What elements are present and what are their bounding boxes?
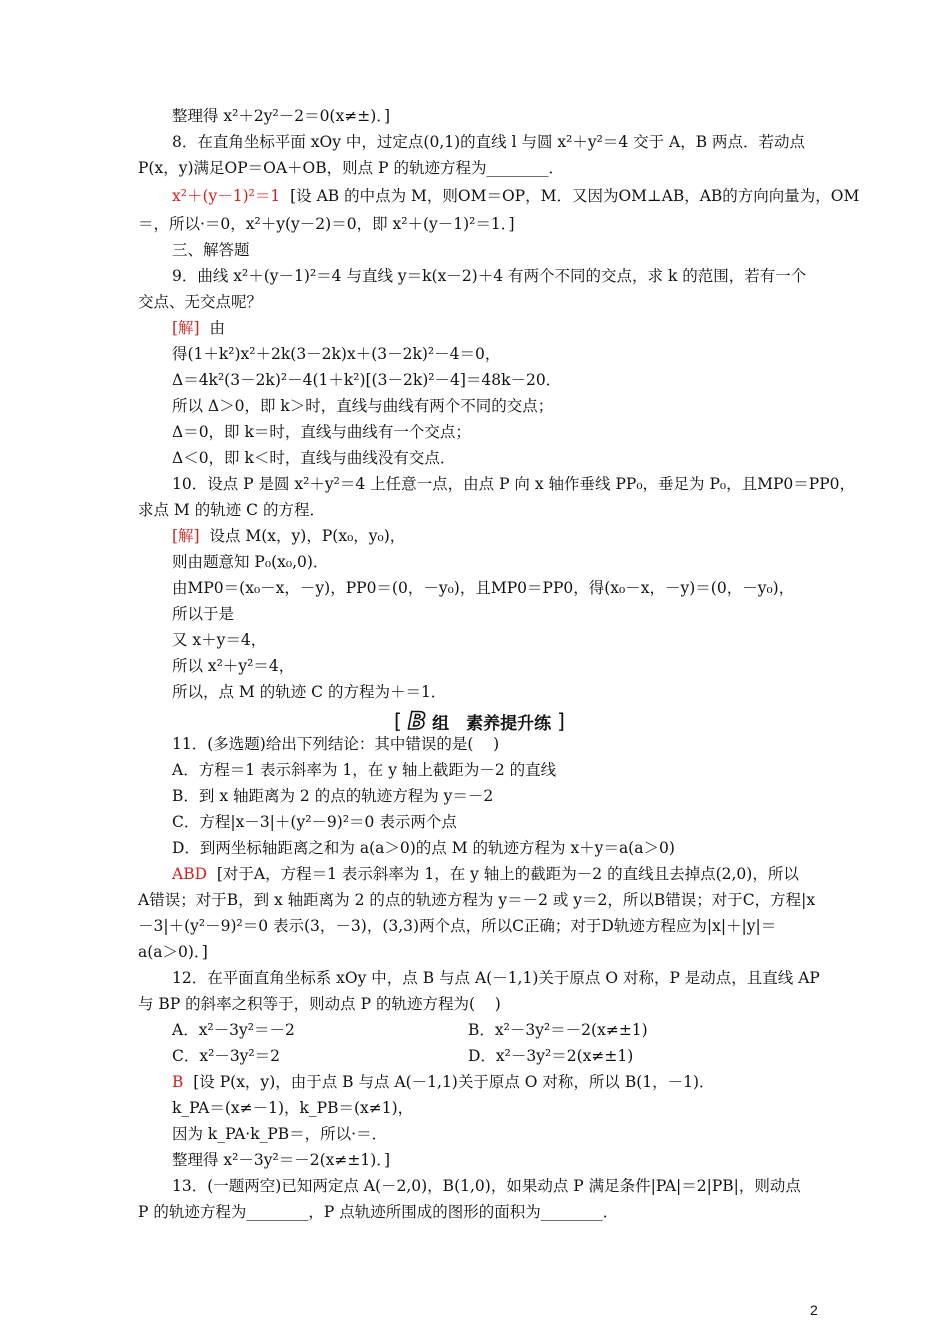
line-text: 8．在直角坐标平面 xOy 中，过定点(0,1)的直线 l 与圆 x²＋y²＝4 交于 A，B 两点．若动点: [172, 133, 806, 151]
line-text: A．x²－3y²＝－2: [172, 1021, 295, 1039]
line-text: a(a＞0)．]: [138, 943, 208, 961]
text-line: [172, 448, 455, 468]
text-line: [172, 1072, 715, 1092]
line-text: 则由题意知 P₀(x₀,0)．: [172, 553, 329, 571]
line-tail: [对于A，方程＝1 表示斜率为 1，在 y 轴上的截距为－2 的直线且去掉点(2,0)，所以: [207, 865, 799, 883]
text-line: [172, 318, 225, 338]
banner-title: 组 素养提升练: [432, 713, 552, 734]
text-line: [138, 916, 776, 936]
line-text: 所以 x²＋y²＝4，: [172, 657, 295, 675]
line-tail: [设 P(x，y)，由于点 B 与点 A(－1,1)关于原点 O 对称，所以 B(1，－1)．: [183, 1073, 715, 1091]
line-text: Δ＝4k²(3－2k)²－4(1＋k²)[(3－2k)²－4]＝48k－20．: [172, 371, 562, 389]
text-line: [172, 526, 405, 546]
text-line: [172, 734, 499, 754]
line-text: A．方程＝1 表示斜率为 1，在 y 轴上截距为－2 的直线: [172, 761, 557, 779]
line-text: 得(1＋k²)x²＋2k(3－2k)x＋(3－2k)²－4＝0，: [172, 345, 501, 363]
line-text: k_PA＝(x≠－1)，k_PB＝(x≠1)，: [172, 1099, 414, 1117]
line-text: 12．在平面直角坐标系 xOy 中，点 B 与点 A(－1,1)关于原点 O 对称，P 是动点，且直线 AP: [172, 969, 820, 987]
banner-open-bracket: [: [394, 709, 402, 733]
text-line: [172, 132, 805, 152]
text-line: [172, 578, 794, 598]
text-line: [138, 1202, 618, 1222]
text-line: [138, 994, 501, 1014]
answer-text: B: [172, 1073, 184, 1091]
text-line: [468, 1020, 648, 1040]
text-line: [172, 1020, 295, 1040]
line-text: 交点、无交点呢？: [138, 293, 263, 311]
text-line: [138, 942, 208, 962]
line-text: P 的轨迹方程为________，P 点轨迹所围成的图形的面积为________．: [138, 1203, 619, 1221]
text-line: [172, 812, 457, 832]
line-text: D．x²－3y²＝2(x≠±1): [468, 1047, 634, 1065]
text-line: [172, 186, 859, 206]
text-line: [138, 890, 815, 910]
line-text: 9．曲线 x²＋(y－1)²＝4 与直线 y＝k(x－2)＋4 有两个不同的交点，求 k 的范围，若有一个: [172, 267, 807, 285]
line-text: 整理得 x²－3y²＝－2(x≠±1)．]: [172, 1151, 391, 1169]
line-text: Δ＝0，即 k＝时，直线与曲线有一个交点；: [172, 423, 471, 441]
text-line: [172, 838, 675, 858]
text-line: [138, 500, 325, 520]
text-line: [172, 106, 390, 126]
text-line: [172, 370, 561, 390]
line-text: 11．(多选题)给出下列结论：其中错误的是( ): [172, 735, 500, 753]
line-text: B．x²－3y²＝－2(x≠±1): [468, 1021, 648, 1039]
line-text: 求点 M 的轨迹 C 的方程．: [138, 501, 325, 519]
text-line: [172, 240, 250, 260]
text-line: [172, 1150, 390, 1170]
answer-text: [解]: [172, 527, 200, 545]
page-number: 2: [810, 1302, 818, 1318]
line-text: 所以 Δ＞0，即 k＞时，直线与曲线有两个不同的交点；: [172, 397, 554, 415]
text-line: [172, 552, 328, 572]
text-line: [138, 214, 515, 234]
text-line: [172, 760, 556, 780]
text-line: [172, 422, 471, 442]
line-text: 又 x＋y＝4，: [172, 631, 267, 649]
answer-text: ABD: [172, 865, 208, 883]
text-line: [172, 1046, 280, 1066]
line-text: 与 BP 的斜率之积等于，则动点 P 的轨迹方程为( ): [138, 995, 501, 1013]
text-line: [172, 1176, 801, 1196]
line-text: B．到 x 轴距离为 2 的点的轨迹方程为 y＝－2: [172, 787, 494, 805]
banner-letter: B: [407, 707, 427, 735]
text-line: [172, 682, 446, 702]
line-text: 由MP0＝(x₀－x，－y)，PP0＝(0，－y₀)，且MP0＝PP0，得(x₀－x，－y)＝(0，－y₀)，: [172, 579, 795, 597]
line-text: Δ＜0，即 k＜时，直线与曲线没有交点．: [172, 449, 456, 467]
line-text: 整理得 x²＋2y²－2＝0(x≠±)．]: [172, 107, 391, 125]
text-line: [172, 396, 553, 416]
line-text: 所以于是: [172, 605, 235, 623]
answer-text: [解]: [172, 319, 200, 337]
line-text: 10．设点 P 是圆 x²＋y²＝4 上任意一点，由点 P 向 x 轴作垂线 PP₀，垂足为 P₀，且MP0＝PP0，: [172, 475, 855, 493]
line-tail: 设点 M(x，y)，P(x₀，y₀)，: [199, 527, 406, 545]
line-text: C．x²－3y²＝2: [172, 1047, 281, 1065]
text-line: [172, 1124, 387, 1144]
line-text: D．到两坐标轴距离之和为 a(a＞0)的点 M 的轨迹方程为 x＋y＝a(a＞0): [172, 839, 675, 857]
text-line: [172, 474, 855, 494]
line-text: －3|＋(y²－9)²＝0 表示(3，－3)，(3,3)两个点，所以C正确；对于D轨迹方程应为|x|＋|y|＝: [138, 917, 777, 935]
text-line: [138, 158, 564, 178]
text-line: [172, 968, 820, 988]
line-text: P(x，y)满足OP＝OA＋OB，则点 P 的轨迹方程为________．: [138, 159, 564, 177]
line-text: ＝，所以·＝0，x²＋y(y－2)＝0，即 x²＋(y－1)²＝1．]: [138, 215, 515, 233]
text-line: [138, 292, 262, 312]
text-line: [172, 630, 266, 650]
line-text: 三、解答题: [172, 241, 250, 259]
text-line: [172, 656, 294, 676]
banner-close-bracket: ]: [557, 709, 565, 733]
line-text: C．方程|x－3|＋(y²－9)²＝0 表示两个点: [172, 813, 457, 831]
text-line: [172, 604, 234, 624]
text-line: [172, 344, 500, 364]
line-tail: 由: [199, 319, 225, 337]
line-text: A错误；对于B，到 x 轴距离为 2 的点的轨迹方程为 y＝－2 或 y＝2，所以B错误；对于C，方程|x: [138, 891, 816, 909]
text-line: [172, 786, 493, 806]
text-line: [172, 864, 799, 884]
line-text: 13．(一题两空)已知两定点 A(－2,0)，B(1,0)，如果动点 P 满足条件|PA|＝2|PB|，则动点: [172, 1177, 801, 1195]
text-line: [172, 1098, 413, 1118]
text-line: [172, 266, 806, 286]
line-text: 所以，点 M 的轨迹 C 的方程为＋＝1．: [172, 683, 447, 701]
section-banner: [394, 708, 565, 734]
text-line: [468, 1046, 633, 1066]
line-text: 因为 k_PA·k_PB＝，所以·＝．: [172, 1125, 388, 1143]
line-tail: [设 AB 的中点为 M，则OM＝OP，M．又因为OM⊥AB，AB的方向向量为，OM: [280, 187, 860, 205]
answer-text: x²＋(y－1)²＝1: [172, 187, 281, 205]
